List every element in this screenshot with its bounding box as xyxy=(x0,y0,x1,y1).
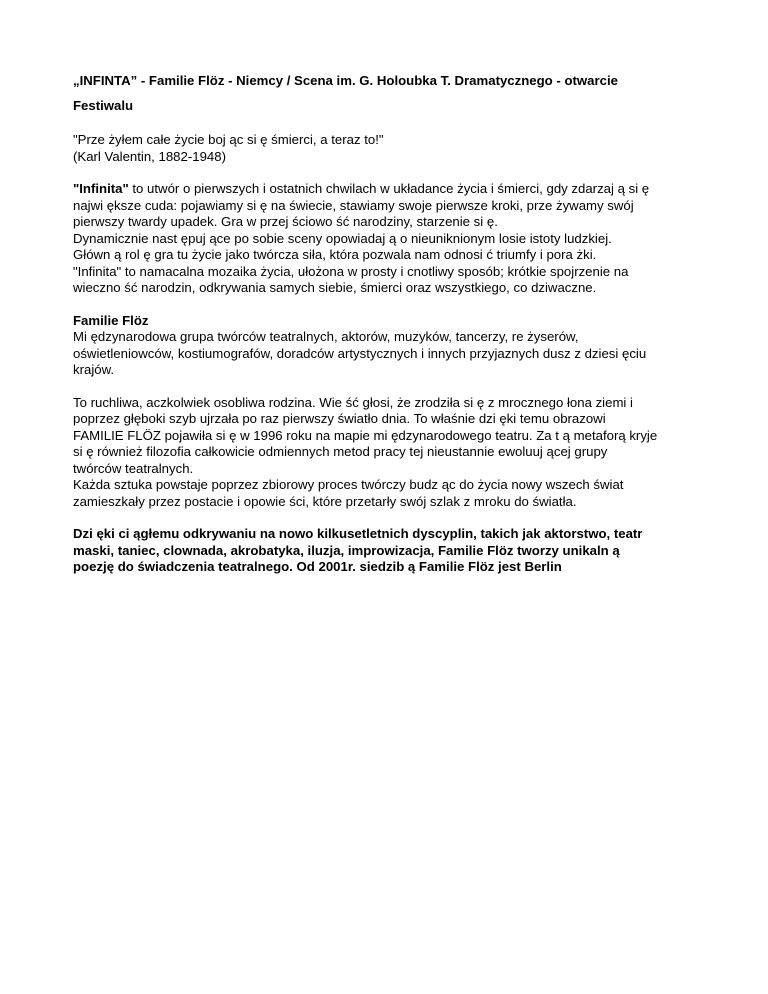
ruchliwa-line: To ruchliwa, aczkolwiek osobliwa rodzina. Wie ść głosi, że zrodziła si ę z mrocznego łona ziemi i xyxy=(73,394,633,410)
closing-line: poezję do świadczenia teatralnego. Od 2001r. siedzib ą Familie Flöz jest Berlin xyxy=(73,559,562,574)
title-line: Festiwalu xyxy=(73,98,134,113)
quote-attribution: (Karl Valentin, 1882-1948) xyxy=(73,148,226,164)
familie-line: Mi ędzynarodowa grupa twórców teatralnych, aktorów, muzyków, tancerzy, re żyserów, xyxy=(73,329,579,344)
infinita-line: Główn ą rol ę gra tu życie jako twórcza siła, która pozwala nam odnosi ć triumfy i pora żki. xyxy=(73,247,597,262)
ruchliwa-line: twórców teatralnych. xyxy=(73,460,194,476)
ruchliwa-line: zamieszkały przez postacie i opowie ści, które przetarły swój szlak z mroku do światła. xyxy=(73,493,577,509)
title-line: „INFINTA” - Familie Flöz - Niemcy / Scena im. G. Holoubka T. Dramatycznego - otwarcie xyxy=(73,73,618,88)
familie-line: oświetleniowców, kostiumografów, doradców artystycznych i innych przyjaznych dusz z dziesi ęciu xyxy=(73,345,647,361)
infinita-line: najwi ększe cuda: pojawiamy si ę na świecie, stawiamy swoje pierwsze kroki, prze żywamy swój xyxy=(73,197,634,213)
quote-line: "Prze żyłem całe życie boj ąc si ę śmierci, a teraz to!" xyxy=(73,132,384,147)
familie-heading: Familie Flöz xyxy=(73,312,149,328)
infinita-line: pierwszy twardy upadek. Gra w przej ściowo ść narodziny, starzenie si ę. xyxy=(73,214,498,229)
infinita-line: Dynamicznie nast ępuj ące po sobie sceny opowiadaj ą o nieuniknionym losie istoty ludzkiej. xyxy=(73,230,612,246)
ruchliwa-paragraph xyxy=(73,395,693,511)
ruchliwa-line: Każda sztuka powstaje poprzez zbiorowy proces twórczy budz ąc do życia nowy wszech świat xyxy=(73,477,624,492)
familie-paragraph xyxy=(73,313,693,379)
ruchliwa-line: si ę również filozofia całkowicie odmiennych metod pracy tej nieustannie ewoluuj ącej grupy xyxy=(73,444,608,459)
infinita-paragraph xyxy=(73,181,693,297)
closing-paragraph xyxy=(73,526,693,576)
familie-line: krajów. xyxy=(73,362,115,377)
infinita-lead: "Infinita" xyxy=(73,181,129,196)
infinita-lead-rest: to utwór o pierwszych i ostatnich chwilach w układance życia i śmierci, gdy zdarzaj ą si ę xyxy=(128,181,650,196)
infinita-line: "Infinita" to namacalna mozaika życia, ułożona w prosty i cnotliwy sposób; krótkie spojrzenie na xyxy=(73,263,629,279)
quote-paragraph xyxy=(73,132,693,165)
ruchliwa-line: poprzez głęboki szyb ujrzała po raz pierwszy światło dnia. To właśnie dzi ęki temu obrazowi xyxy=(73,411,606,426)
ruchliwa-line: FAMILIE FLÖZ pojawiła si ę w 1996 roku na mapie mi ędzynarodowego teatru. Za t ą metaforą kryje xyxy=(73,427,658,443)
closing-line: Dzi ęki ci ągłemu odkrywaniu na nowo kilkusetletnich dyscyplin, takich jak aktorstwo, teatr xyxy=(73,526,643,541)
infinita-line: wieczno ść narodzin, odkrywania samych siebie, śmierci oraz wszystkiego, co dziwaczne. xyxy=(73,280,597,295)
closing-line: maski, taniec, clownada, akrobatyka, iluzja, improwizacja, Familie Flöz tworzy unikaln ą xyxy=(73,542,620,558)
document-title xyxy=(73,68,693,118)
document-page xyxy=(73,68,693,576)
infinita-first-line xyxy=(73,181,693,198)
